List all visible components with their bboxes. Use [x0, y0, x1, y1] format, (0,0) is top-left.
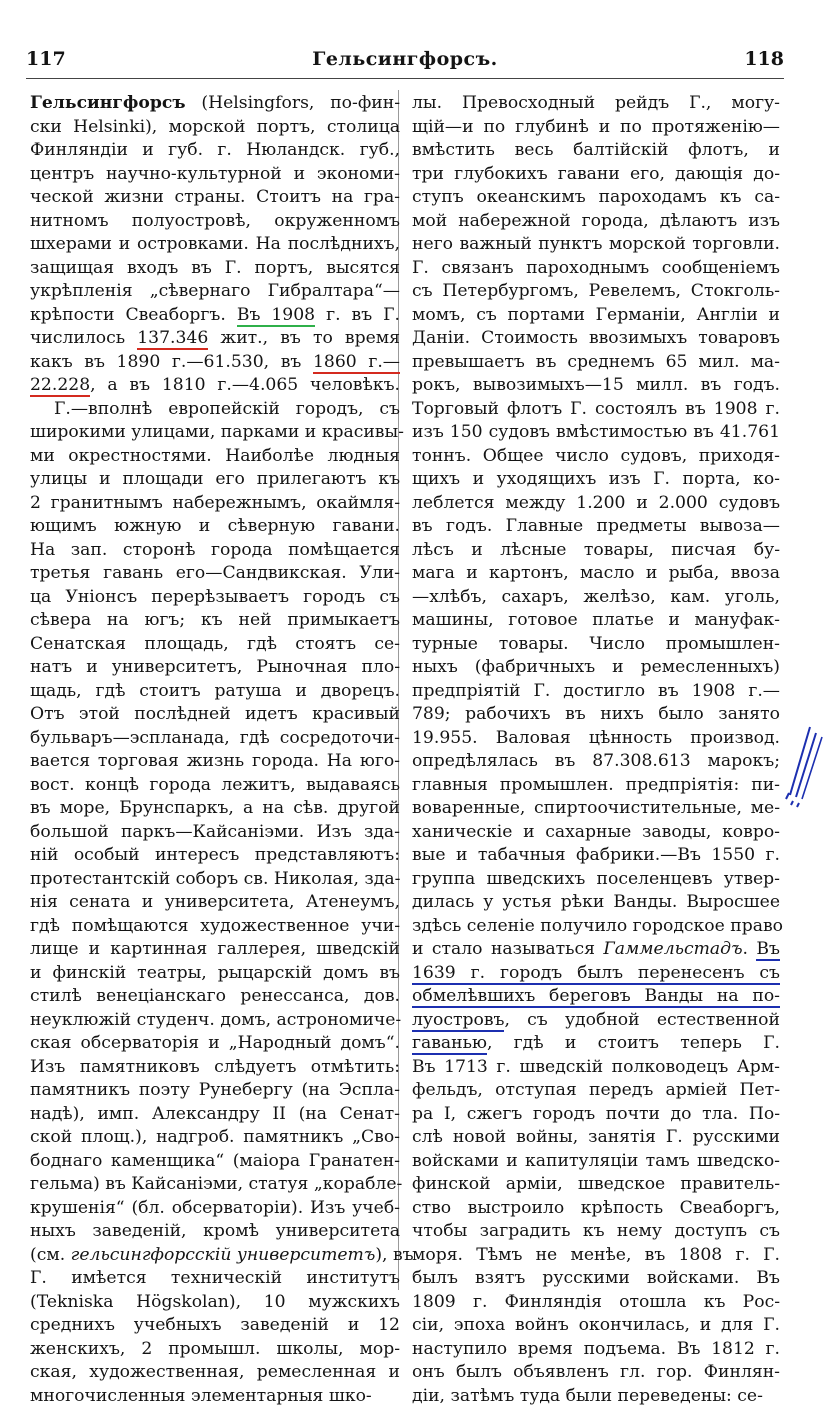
left-column-line — [30, 92, 400, 116]
right-column-line — [412, 680, 780, 704]
line-text: женскихъ, 2 промышл. школы, мор- — [30, 1339, 400, 1359]
line-text: защищая входъ въ Г. портъ, высятся — [30, 258, 400, 278]
line-text: большой паркъ—Кайсаніэми. Изъ зда- — [30, 822, 400, 842]
left-column-line — [30, 374, 400, 398]
line-text: Въ 1713 г. шведскій полководецъ Арм- — [412, 1057, 780, 1077]
left-column-line — [30, 1197, 400, 1221]
left-column-line — [30, 703, 400, 727]
line-text: числилось 137.346 жит., въ то время — [30, 328, 400, 350]
line-text: крушенія“ (бл. обсерваторіи). Изъ учеб- — [30, 1198, 400, 1218]
left-column-line — [30, 492, 400, 516]
italic-term: Гаммельстадъ — [603, 939, 742, 959]
line-text: щій—и по глубинѣ и по протяженію— — [412, 117, 780, 137]
right-column-line — [412, 821, 780, 845]
right-column-line — [412, 468, 780, 492]
line-text: здѣсь селеніе получило городское право — [412, 916, 783, 936]
line-text: (Tekniska Högskolan), 10 мужскихъ — [30, 1292, 400, 1312]
right-column-line — [412, 938, 780, 962]
left-column-line — [30, 1103, 400, 1127]
line-text: гаванью, гдѣ и стоитъ теперь Г. — [412, 1033, 780, 1055]
left-column-line — [30, 257, 400, 281]
line-text: щадь, гдѣ стоитъ ратуша и дворецъ. — [30, 681, 400, 701]
right-column-line — [412, 1056, 780, 1080]
article-headword: Гельсингфорсъ — [30, 93, 186, 113]
line-text: лище и картинная галлерея, шведскій — [30, 939, 400, 959]
left-column-line — [30, 1361, 400, 1385]
underlined-phrase: гаванью — [412, 1033, 487, 1055]
line-text: среднихъ учебныхъ заведеній и 12 — [30, 1315, 400, 1335]
right-column-line — [412, 774, 780, 798]
line-text: съ Петербургомъ, Ревелемъ, Стокголь- — [412, 281, 780, 301]
right-column-line — [412, 1385, 780, 1408]
line-text: . Въ — [743, 939, 780, 961]
left-column — [30, 92, 400, 1408]
line-text: Г.—вполнѣ европейскій городъ, съ — [54, 399, 400, 419]
page-number-right: 118 — [744, 48, 784, 70]
left-column-line — [30, 233, 400, 257]
right-column-line — [412, 1079, 780, 1103]
line-text: центръ научно-культурной и экономи- — [30, 164, 400, 184]
right-column-line — [412, 656, 780, 680]
line-text: памятникъ поэту Рунебергу (на Эспла- — [30, 1080, 400, 1100]
right-column-line — [412, 92, 780, 116]
line-text: чтобы заградить къ нему доступъ съ — [412, 1221, 780, 1241]
line-text: Финляндіи и губ. г. Нюландск. губ., — [30, 140, 400, 160]
left-column-line — [30, 1079, 400, 1103]
right-column-line — [412, 280, 780, 304]
right-column-line — [412, 163, 780, 187]
line-text: въ море, Брунспаркъ, а на сѣв. другой — [30, 798, 400, 818]
line-text: дилась у устья рѣки Ванды. Выросшее — [412, 892, 780, 912]
left-column-line — [30, 327, 400, 351]
left-column-line — [30, 163, 400, 187]
left-column-line — [30, 280, 400, 304]
line-text: нія сената и университета, Атенеумъ, — [30, 892, 400, 912]
right-column-line — [412, 327, 780, 351]
line-text: луостровъ, съ удобной естественной — [412, 1010, 780, 1032]
left-column-line — [30, 1009, 400, 1033]
left-column-line — [30, 938, 400, 962]
line-text: воваренные, спиртоочистительные, ме- — [412, 798, 780, 818]
line-text: и стало называться — [412, 939, 603, 959]
right-column-line — [412, 727, 780, 751]
line-text: широкими улицами, парками и красивы- — [30, 422, 404, 442]
line-text: тоннъ. Общее число судовъ, приходя- — [412, 446, 780, 466]
line-text: турные товары. Число промышлен- — [412, 634, 780, 654]
right-column-line — [412, 421, 780, 445]
line-text: сѣвера на югъ; къ ней примыкаетъ — [30, 610, 400, 630]
left-column-line — [30, 985, 400, 1009]
line-text: группа шведскихъ поселенцевъ утвер- — [412, 869, 780, 889]
line-text: ство выстроило крѣпость Свеаборгъ, — [412, 1198, 780, 1218]
line-text: укрѣпленія „сѣвернаго Гибралтара“— — [30, 281, 400, 301]
line-text: ныхъ заведеній, кромѣ университета — [30, 1221, 400, 1241]
line-text: протестантскій соборъ св. Николая, зда- — [30, 869, 400, 889]
left-column-line — [30, 1314, 400, 1338]
left-column-line — [30, 1291, 400, 1315]
underlined-phrase: Въ — [756, 939, 780, 961]
line-text: изъ 150 судовъ вмѣстимостью въ 41.761 — [412, 422, 780, 442]
line-text: шхерами и островками. На послѣднихъ, — [30, 234, 400, 254]
line-text: финской арміи, шведское правитель- — [412, 1174, 780, 1194]
line-text: (см. — [30, 1245, 71, 1265]
left-column-line — [30, 562, 400, 586]
line-text: Сенатская площадь, гдѣ стоятъ се- — [30, 634, 400, 654]
left-column-line — [30, 1267, 400, 1291]
right-column-line — [412, 186, 780, 210]
right-column-line — [412, 962, 780, 986]
line-text: крѣпости Свеаборгъ. Въ 1908 г. въ Г. — [30, 305, 400, 327]
right-column-line — [412, 539, 780, 563]
left-column-line — [30, 304, 400, 328]
line-text: вые и табачныя фабрики.—Въ 1550 г. — [412, 845, 780, 865]
left-column-line — [30, 468, 400, 492]
line-text: предпріятій Г. достигло въ 1908 г.— — [412, 681, 780, 701]
right-column-line — [412, 1009, 780, 1033]
line-text: ній особый интересъ представляютъ: — [30, 845, 400, 865]
line-text: ханическіе и сахарные заводы, ковро- — [412, 822, 780, 842]
right-column-line — [412, 633, 780, 657]
left-column-line — [30, 821, 400, 845]
right-column-line — [412, 515, 780, 539]
right-column-line — [412, 492, 780, 516]
underlined-phrase: 137.346 — [137, 328, 208, 350]
line-text: наступило время подъема. Въ 1812 г. — [412, 1339, 780, 1359]
left-column-line — [30, 445, 400, 469]
line-text: 1639 г. городъ былъ перенесенъ съ — [412, 963, 780, 985]
line-text: Отъ этой послѣдней идетъ красивый — [30, 704, 400, 724]
line-text: На зап. сторонѣ города помѣщается — [30, 540, 400, 560]
left-column-line — [30, 515, 400, 539]
right-column-line — [412, 868, 780, 892]
line-text: въ годъ. Главные предметы вывоза— — [412, 516, 780, 536]
line-text: бульваръ—эспланада, гдѣ сосредоточи- — [30, 728, 400, 748]
right-column-line — [412, 1361, 780, 1385]
right-column-line — [412, 1244, 780, 1268]
right-column-line — [412, 1220, 780, 1244]
right-column-line — [412, 1103, 780, 1127]
italic-term: гельсингфорсскій университетъ — [71, 1245, 376, 1265]
line-text: ступъ океанскимъ пароходамъ къ са- — [412, 187, 780, 207]
left-column-line — [30, 398, 400, 422]
left-column-line — [30, 1126, 400, 1150]
line-text: ски Helsinki), морской портъ, столица — [30, 117, 400, 137]
right-column-line — [412, 1126, 780, 1150]
right-column-line — [412, 374, 780, 398]
right-column-line — [412, 891, 780, 915]
right-column-line — [412, 1150, 780, 1174]
left-column-line — [30, 609, 400, 633]
underlined-phrase: Въ 1908 — [237, 305, 315, 327]
line-text: моря. Тѣмъ не менѣе, въ 1808 г. Г. — [412, 1245, 780, 1265]
left-column-line — [30, 774, 400, 798]
right-column-line — [412, 116, 780, 140]
left-column-line — [30, 962, 400, 986]
underlined-phrase: луостровъ — [412, 1010, 504, 1032]
right-column-line — [412, 139, 780, 163]
line-text: былъ взятъ русскими войсками. Въ — [412, 1268, 780, 1288]
line-text: момъ, съ портами Германіи, Англіи и — [412, 305, 780, 325]
left-column-line — [30, 891, 400, 915]
line-text: вмѣстить весь балтійскій флотъ, и — [412, 140, 780, 160]
line-text: натъ и университетъ, Рыночная пло- — [30, 657, 400, 677]
line-text: Г. имѣется техническій институтъ — [30, 1268, 400, 1288]
underlined-phrase: 1860 г.— — [313, 352, 400, 374]
line-text: 22.228, а въ 1810 г.—4.065 человѣкъ. — [30, 375, 400, 397]
right-column-line — [412, 915, 780, 939]
line-text: какъ въ 1890 г.—61.530, въ 1860 г.— — [30, 352, 400, 374]
line-text: опредѣлялась въ 87.308.613 марокъ; — [412, 751, 780, 771]
line-text: онъ былъ объявленъ гл. гор. Финлян- — [412, 1362, 780, 1382]
left-column-line — [30, 633, 400, 657]
line-text: многочисленныя элементарныя шко- — [30, 1386, 372, 1406]
right-column-line — [412, 797, 780, 821]
right-column-line — [412, 398, 780, 422]
line-text: ющимъ южную и сѣверную гавани. — [30, 516, 400, 536]
line-text: мой набережной города, дѣлаютъ изъ — [412, 211, 780, 231]
underlined-phrase: 22.228 — [30, 375, 90, 397]
line-text: ныхъ (фабричныхъ и ремесленныхъ) — [412, 657, 780, 677]
line-text: ской площ.), надгроб. памятникъ „Сво- — [30, 1127, 400, 1147]
line-text: мага и картонъ, масло и рыба, ввоза — [412, 563, 780, 583]
left-column-line — [30, 915, 400, 939]
line-text: леблется между 1.200 и 2.000 судовъ — [412, 493, 780, 513]
left-column-line — [30, 1032, 400, 1056]
line-text: вается торговая жизнь города. На юго- — [30, 751, 400, 771]
line-text: ми окрестностями. Наиболѣе людныя — [30, 446, 400, 466]
left-column-line — [30, 351, 400, 375]
right-column-line — [412, 351, 780, 375]
right-column-line — [412, 703, 780, 727]
right-column-line — [412, 562, 780, 586]
left-column-line — [30, 421, 400, 445]
line-text: войсками и капитуляціи тамъ шведско- — [412, 1151, 780, 1171]
right-column-line — [412, 750, 780, 774]
left-column-line — [30, 680, 400, 704]
left-column-line — [30, 797, 400, 821]
line-text: ра I, сжегъ городъ почти до тла. По- — [412, 1104, 780, 1124]
line-text: щихъ и уходящихъ изъ Г. порта, ко- — [412, 469, 780, 489]
line-text: 19.955. Валовая цѣнность производ. — [412, 728, 780, 748]
right-column-line — [412, 1197, 780, 1221]
left-column-line — [30, 727, 400, 751]
left-column-line — [30, 1056, 400, 1080]
line-text: 789; рабочихъ въ нихъ было занято — [412, 704, 780, 724]
line-text: 2 гранитнымъ набережнымъ, окаймля- — [30, 493, 400, 513]
right-column-line — [412, 1267, 780, 1291]
right-column-line — [412, 257, 780, 281]
right-column-line — [412, 1032, 780, 1056]
right-column-line — [412, 586, 780, 610]
left-column-line — [30, 586, 400, 610]
line-text: ), въ — [375, 1245, 413, 1265]
line-text: него важный пунктъ морской торговли. — [412, 234, 780, 254]
left-column-line — [30, 186, 400, 210]
left-column-line — [30, 1173, 400, 1197]
line-text: третья гавань его—Сандвикская. Ули- — [30, 563, 400, 583]
line-text: и финскій театры, рыцарскій домъ въ — [30, 963, 400, 983]
line-text: надѣ), имп. Александру II (на Сенат- — [30, 1104, 400, 1124]
right-column-line — [412, 844, 780, 868]
right-column-line — [412, 210, 780, 234]
line-text: ческой жизни страны. Стоитъ на гра- — [30, 187, 400, 207]
line-text: (Helsingfors, по-фин- — [186, 93, 400, 113]
line-text: обмелѣвшихъ береговъ Ванды на по- — [412, 986, 780, 1008]
line-text: слѣ новой войны, занятія Г. русскими — [412, 1127, 780, 1147]
line-text: рокъ, вывозимыхъ—15 милл. въ годъ. — [412, 375, 780, 395]
line-text: ская, художественная, ремесленная и — [30, 1362, 400, 1382]
left-column-line — [30, 1244, 400, 1268]
page-number-left: 117 — [26, 48, 66, 70]
left-column-line — [30, 139, 400, 163]
right-column-line — [412, 445, 780, 469]
line-text: діи, затѣмъ туда были переведены: се- — [412, 1386, 763, 1406]
line-text: лѣсъ и лѣсные товары, писчая бу- — [412, 540, 780, 560]
line-text: Торговый флотъ Г. состоялъ въ 1908 г. — [412, 399, 780, 419]
line-text: 1809 г. Финляндія отошла къ Рос- — [412, 1292, 780, 1312]
line-text: машины, готовое платье и мануфак- — [412, 610, 780, 630]
left-column-line — [30, 750, 400, 774]
line-text: ца Уніонсъ перерѣзываетъ городъ съ — [30, 587, 400, 607]
line-text: главныя промышлен. предпріятія: пи- — [412, 775, 780, 795]
left-column-line — [30, 656, 400, 680]
right-column — [412, 92, 780, 1408]
right-column-line — [412, 233, 780, 257]
line-text: боднаго каменщика“ (маіора Гранатен- — [30, 1151, 400, 1171]
line-text: —хлѣбъ, сахаръ, желѣзо, кам. уголь, — [412, 587, 780, 607]
left-column-line — [30, 539, 400, 563]
line-text: Г. связанъ пароходнымъ сообщеніемъ — [412, 258, 780, 278]
left-column-line — [30, 868, 400, 892]
line-text: лы. Превосходный рейдъ Г., могу- — [412, 93, 780, 113]
right-column-line — [412, 304, 780, 328]
line-text: улицы и площади его прилегаютъ къ — [30, 469, 400, 489]
right-column-line — [412, 985, 780, 1009]
left-column-line — [30, 1150, 400, 1174]
line-text: гдѣ помѣщаются художественное учи- — [30, 916, 400, 936]
left-column-line — [30, 116, 400, 140]
left-column-line — [30, 1338, 400, 1362]
right-column-line — [412, 1291, 780, 1315]
line-text: Изъ памятниковъ слѣдуетъ отмѣтить: — [30, 1057, 400, 1077]
right-column-line — [412, 609, 780, 633]
right-column-line — [412, 1314, 780, 1338]
left-column-line — [30, 1220, 400, 1244]
line-text: нитномъ полуостровѣ, окруженномъ — [30, 211, 400, 231]
line-text: фельдъ, отступая передъ арміей Пет- — [412, 1080, 780, 1100]
left-column-line — [30, 210, 400, 234]
line-text: Даніи. Стоимость ввозимыхъ товаровъ — [412, 328, 780, 348]
margin-ink-marks — [780, 725, 824, 815]
line-text: три глубокихъ гавани его, дающія до- — [412, 164, 780, 184]
page-header — [26, 42, 784, 79]
line-text: сіи, эпоха войнъ окончилась, и для Г. — [412, 1315, 780, 1335]
left-column-line — [30, 844, 400, 868]
line-text: гельма) въ Кайсаніэми, статуя „кораблe- — [30, 1174, 402, 1194]
left-column-line — [30, 1385, 400, 1408]
line-text: неуклюжій студенч. домъ, астрономиче- — [30, 1010, 401, 1030]
line-text: стилѣ венеціанскаго ренессанса, дов. — [30, 986, 400, 1006]
line-text: вост. концѣ города лежитъ, выдаваясь — [30, 775, 400, 795]
running-title: Гельсингфорсъ. — [26, 48, 784, 70]
line-text: ская обсерваторія и „Народный домъ“. — [30, 1033, 400, 1053]
line-text: превышаетъ въ среднемъ 65 мил. ма- — [412, 352, 780, 372]
right-column-line — [412, 1173, 780, 1197]
right-column-line — [412, 1338, 780, 1362]
